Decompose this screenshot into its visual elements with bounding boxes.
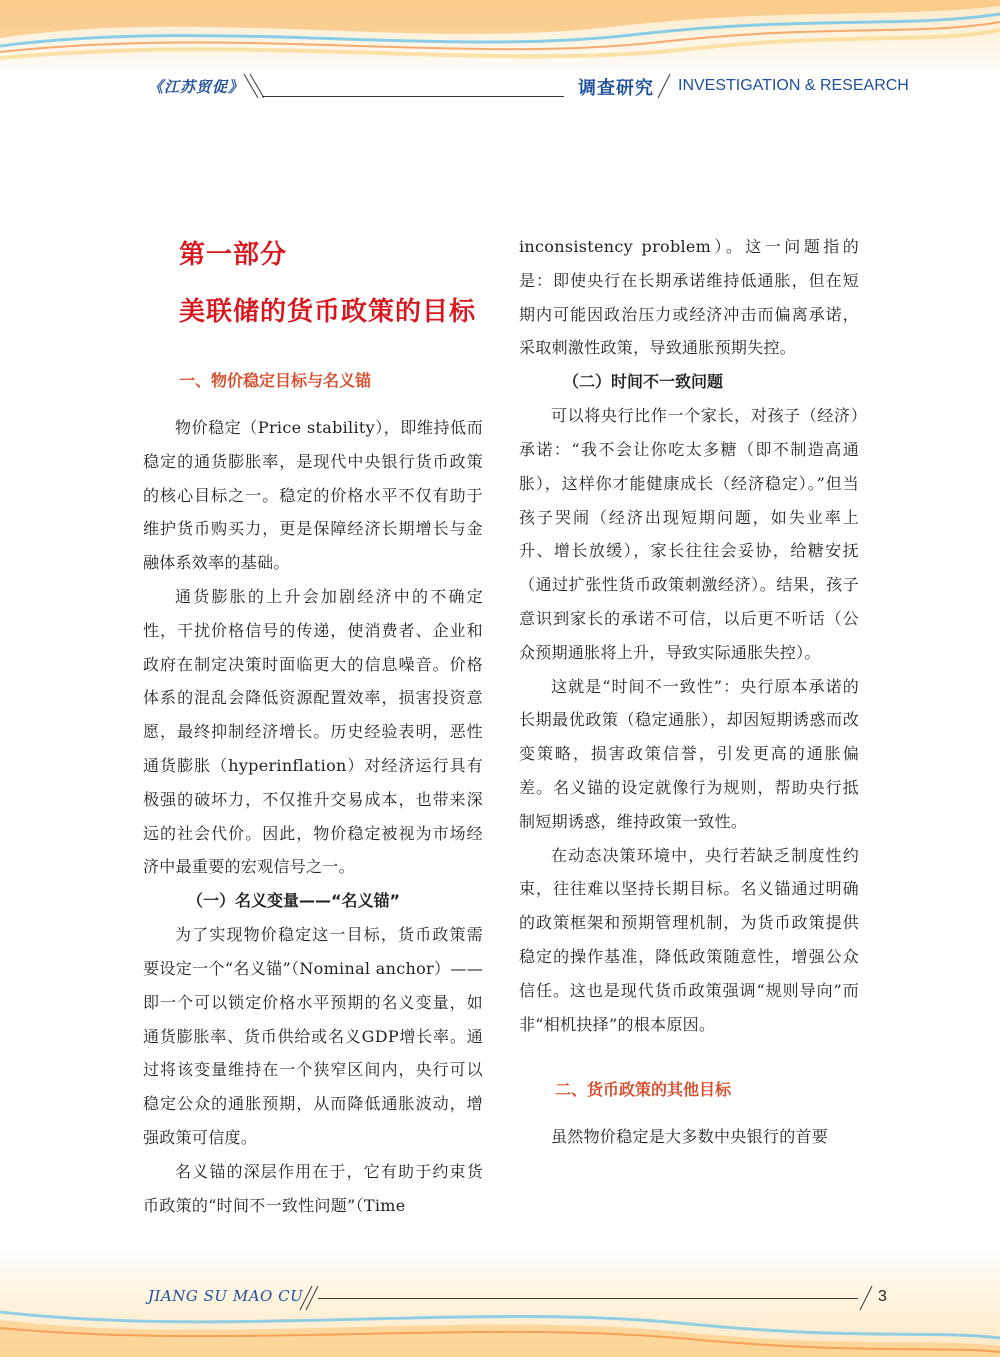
footer-slash-right-icon	[856, 1284, 876, 1312]
section-1-paragraph-2: 通货膨胀的上升会加剧经济中的不确定性，干扰价格信号的传递，使消费者、企业和政府在制定决策时面临更大的信息噪音。价格体系的混乱会降低资源配置效率，损害投资意愿，最终抑制经济增长。历史经验表明，恶性通货膨胀（hyperinflation）对经济运行具有极强的破坏力，不仅推升交易成本，也带来深远的社会代价。因此，物价稳定被视为市场经济中最重要的宏观信号之一。	[143, 586, 483, 877]
section-1-heading: 一、物价稳定目标与名义锚	[179, 371, 372, 390]
header-section-english: INVESTIGATION & RESEARCH	[678, 77, 909, 94]
subsection-2-paragraph-1: 可以将央行比作一个家长，对孩子（经济）承诺：“我不会让你吃太多糖（即不制造高通胀），这样你才能健康成长（经济稳定）。”但当孩子哭闹（经济出现短期问题，如失业率上升、增长放缓），家长往往会妥协，给糖安抚（通过扩张性货币政策刺激经济）。结果，孩子意识到家长的承诺不可信，以后更不听话（公众预期通胀将上升，导致实际通胀失控）。	[519, 406, 859, 662]
page-number: 3	[878, 1288, 887, 1305]
subsection-2-paragraph-2: 这就是“时间不一致性”：央行原本承诺的长期最优政策（稳定通胀），却因短期诱惑而改变策略，损害政策信誉，引发更高的通胀偏差。名义锚的设定就像行为规则，帮助央行抵制短期诱惑，维持政策一致性。	[519, 676, 859, 831]
left-column	[143, 230, 483, 1222]
right-continued-paragraph: inconsistency problem）。这一问题指的是：即使央行在长期承诺维持低通胀，但在短期内可能因政治压力或经济冲击而偏离承诺，采取刺激性政策，导致通胀预期失控。	[519, 237, 859, 358]
subsection-1-paragraph-2: 名义锚的深层作用在于，它有助于约束货币政策的“时间不一致性问题”（Time	[143, 1161, 483, 1215]
header-slash-left-icon	[240, 72, 264, 100]
footer-magazine-english: JIANG SU MAO CU	[148, 1287, 304, 1305]
subsection-2-heading: （二）时间不一致问题	[563, 372, 724, 392]
part-title: 美联储的货币政策的目标	[179, 297, 477, 327]
header-slash-right-icon	[654, 72, 674, 100]
subsection-2-paragraph-3: 在动态决策环境中，央行若缺乏制度性约束，往往难以坚持长期目标。名义锚通过明确的政策框架和预期管理机制，为货币政策提供稳定的操作基准，降低政策随意性，增强公众信任。这也是现代货币政策强调“规则导向”而非“相机抉择”的根本原因。	[519, 845, 859, 1034]
top-wave-graphic	[0, 0, 1000, 80]
header-magazine-name: 《江苏贸促》	[148, 78, 245, 96]
footer-rule	[318, 1298, 858, 1299]
subsection-1-heading: （一）名义变量——“名义锚”	[187, 891, 401, 911]
right-column	[519, 230, 859, 1154]
footer-slash-icon	[296, 1284, 320, 1312]
section-2-heading: 二、货币政策的其他目标	[555, 1080, 732, 1100]
section-1-paragraph-1: 物价稳定（Price stability），即维持低而稳定的通货膨胀率，是现代中央银行货币政策的核心目标之一。稳定的价格水平不仅有助于维护货币购买力，更是保障经济长期增长与金融体系效率的基础。	[143, 418, 483, 573]
header-section-name: 调查研究	[578, 78, 654, 99]
top-decorative-wave	[0, 0, 1000, 80]
part-label: 第一部分	[179, 240, 288, 270]
subsection-1-paragraph-1: 为了实现物价稳定这一目标，货币政策需要设定一个“名义锚”（Nominal anchor）——即一个可以锁定价格水平预期的名义变量，如通货膨胀率、货币供给或名义GDP增长率。通过将该变量维持在一个狭窄区间内，央行可以稳定公众的通胀预期，从而降低通胀波动，增强政策可信度。	[143, 925, 483, 1147]
section-2-paragraph-1: 虽然物价稳定是大多数中央银行的首要	[551, 1127, 829, 1147]
header-rule-left	[262, 96, 564, 97]
